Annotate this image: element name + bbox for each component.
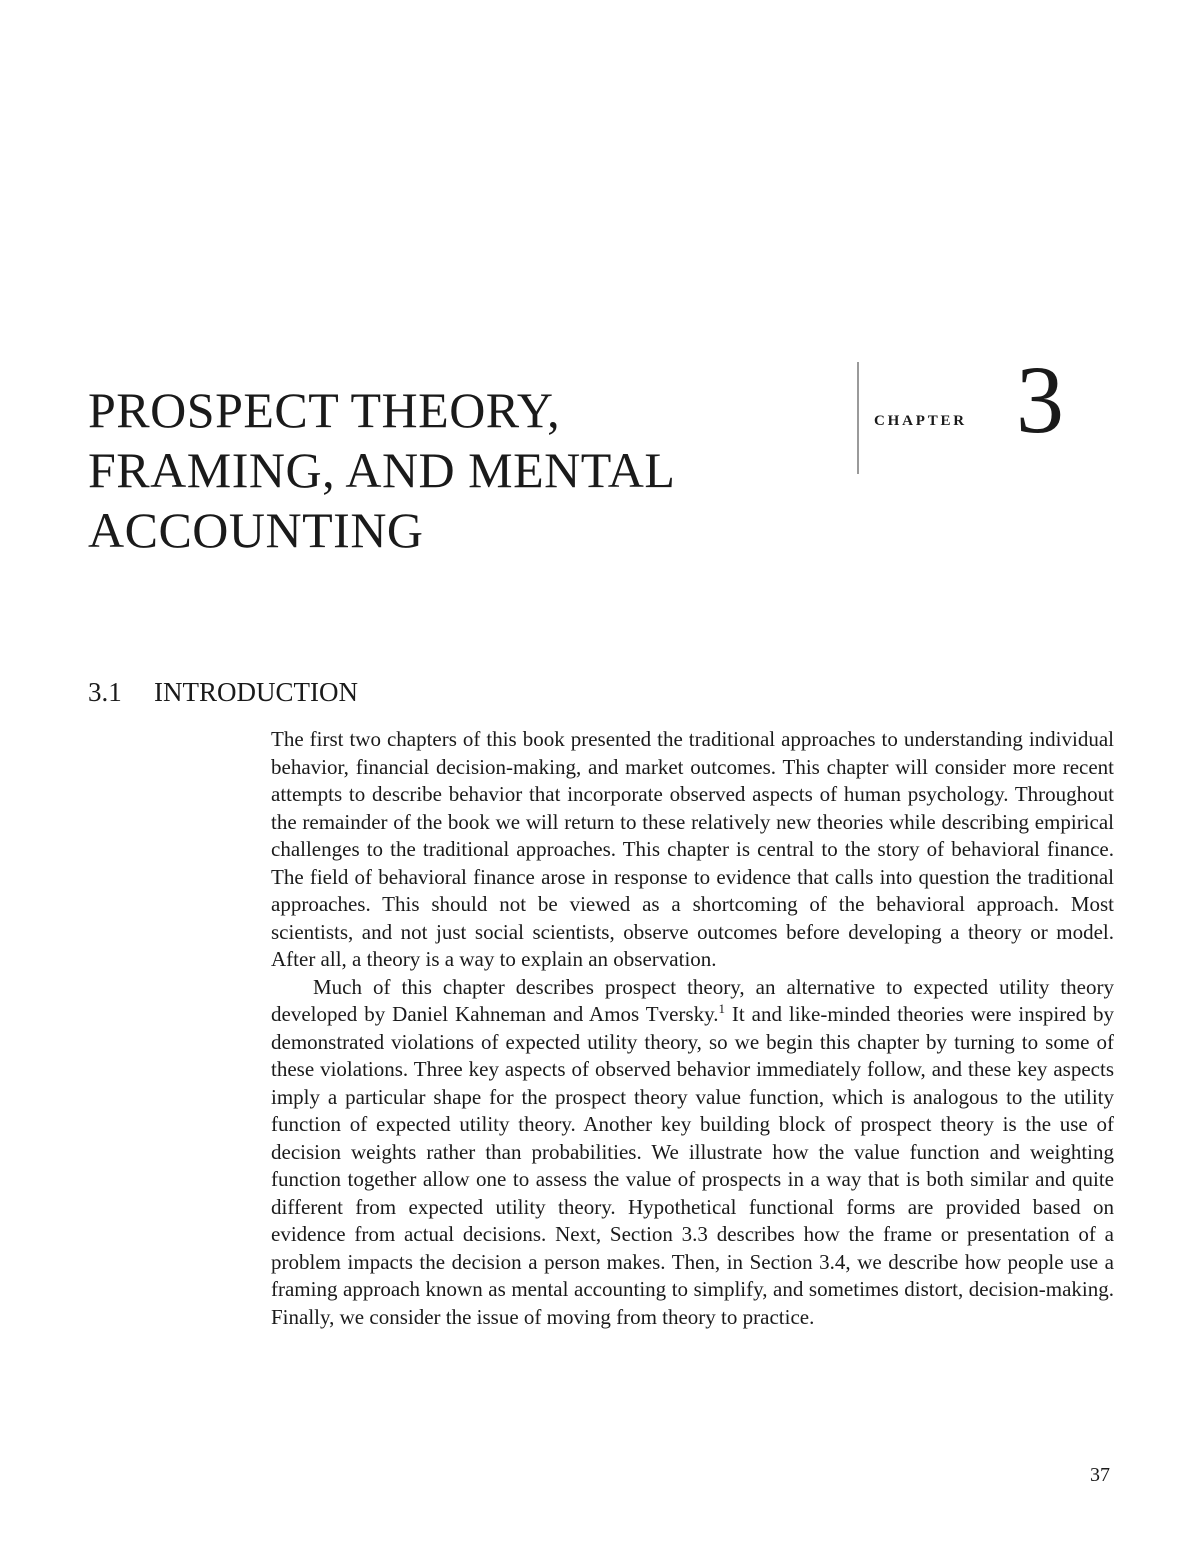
page-number: 37 <box>1090 1464 1110 1486</box>
footnote-marker[interactable]: 1 <box>718 1001 725 1016</box>
section-heading <box>88 676 358 708</box>
body-text <box>271 726 1114 1331</box>
chapter-number: 3 <box>1016 346 1064 453</box>
chapter-label: CHAPTER <box>874 413 967 429</box>
paragraph <box>271 974 1114 1332</box>
paragraph-text: Much of this chapter describes prospect theory, an alternative to expected utility theory developed by Daniel Kahneman and Amos Tversky. <box>271 974 1114 1026</box>
chapter-title <box>88 380 848 560</box>
chapter-divider-rule <box>857 362 859 474</box>
chapter-title-line: ACCOUNTING <box>88 502 424 558</box>
paragraph: The first two chapters of this book presented the traditional approaches to understanding individual behavior, financial decision-making, and market outcomes. This chapter will consider more recent attempts to describe behavior that incorporate observed aspects of human psychology. Throughout the remainder of the book we will return to these relatively new theories while describing empirical challenges to the traditional approaches. This chapter is central to the story of behavioral finance. The field of behavioral finance arose in response to evidence that calls into question the traditional approaches. This should not be viewed as a shortcoming of the behavioral approach. Most scientists, and not just social scientists, observe outcomes before developing a theory or model. After all, a theory is a way to explain an observation. <box>271 727 1114 971</box>
chapter-title-line: FRAMING, AND MENTAL <box>88 442 676 498</box>
chapter-title-line: PROSPECT THEORY, <box>88 382 561 438</box>
section-title: INTRODUCTION <box>154 677 358 707</box>
paragraph-text: It and like-minded theories were inspired by demonstrated violations of expected utility theory, so we begin this chapter by turning to some of these violations. Three key aspects of observed behavior immediately follow, and these key aspects imply a particular shape for the prospect theory value function, which is analogous to the utility function of expected utility theory. Another key building block of prospect theory is the use of decision weights rather than probabilities. We illustrate how the value function and weighting function together allow one to assess the value of prospects in a way that is both similar and quite different from expected utility theory. Hypothetical functional forms are provided based on evidence from actual decisions. Next, Section 3.3 describes how the frame or presentation of a problem impacts the decision a person makes. Then, in Section 3.4, we describe how people use a framing approach known as mental accounting to simplify, and sometimes distort, decision-making. Finally, we consider the issue of moving from theory to practice. <box>271 1002 1114 1329</box>
section-number: 3.1 <box>88 677 122 707</box>
